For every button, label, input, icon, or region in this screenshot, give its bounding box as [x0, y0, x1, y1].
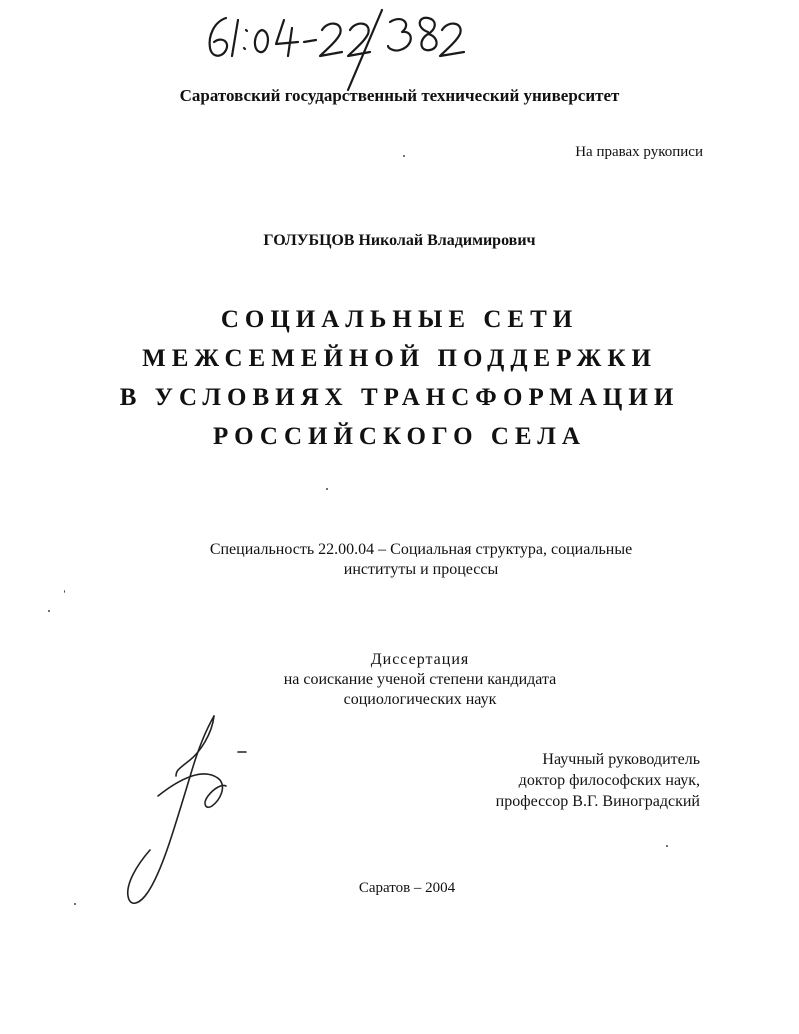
scan-speck	[326, 488, 328, 490]
title-line: МЕЖСЕМЕЙНОЙ ПОДДЕРЖКИ	[142, 345, 657, 372]
degree-line: социологических наук	[343, 691, 497, 708]
scan-speck	[74, 903, 76, 905]
city-year: Саратов – 2004	[358, 880, 456, 896]
title-line: СОЦИАЛЬНЫЕ СЕТИ	[220, 306, 579, 333]
title-line: В УСЛОВИЯХ ТРАНСФОРМАЦИИ	[119, 384, 680, 411]
university-name: Саратовский государственный технический университет	[179, 86, 620, 105]
supervisor-line: Научный руководитель	[542, 751, 700, 768]
scan-speck	[64, 590, 65, 593]
scan-speck	[403, 155, 405, 157]
specialty-line: институты и процессы	[343, 561, 499, 578]
degree-line: на соискание ученой степени кандидата	[283, 671, 557, 688]
author-name: ГОЛУБЦОВ Николай Владимирович	[263, 232, 536, 249]
title-line: РОССИЙСКОГО СЕЛА	[213, 423, 586, 450]
scan-speck	[666, 845, 668, 847]
supervisor-line: доктор философских наук,	[518, 772, 700, 789]
manuscript-rights-note: На правах рукописи	[575, 144, 703, 160]
scan-speck	[48, 610, 50, 612]
specialty-line: Специальность 22.00.04 – Социальная структура, социальные	[209, 541, 633, 558]
degree-type: Диссертация	[370, 651, 470, 668]
supervisor-line: профессор В.Г. Виноградский	[495, 793, 700, 810]
